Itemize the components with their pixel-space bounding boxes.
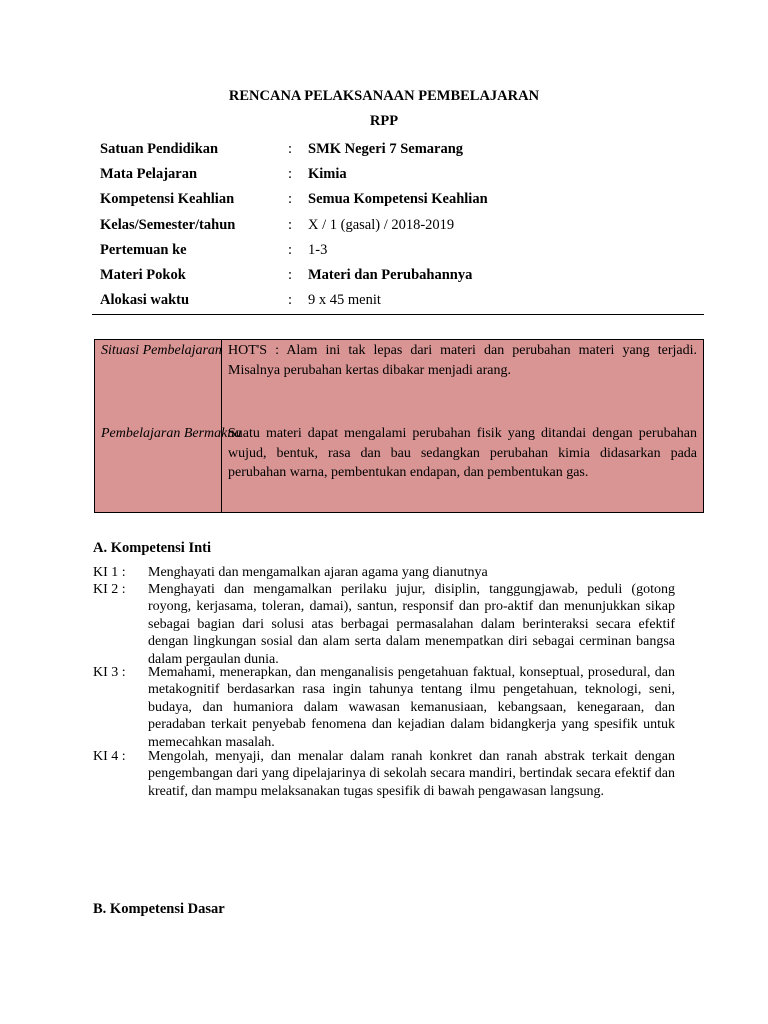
- situasi-pembelajaran-label: Situasi Pembelajaran: [101, 343, 222, 358]
- ki-label: KI 2 :: [93, 582, 126, 597]
- info-row-alokasi-waktu: [100, 288, 660, 313]
- info-label: Alokasi waktu: [100, 292, 190, 309]
- info-colon: :: [288, 241, 293, 258]
- info-value: Materi dan Perubahannya: [308, 267, 473, 284]
- identity-table: [100, 137, 660, 313]
- ki-text: Mengolah, menyaji, dan menalar dalam ranah konkret dan ranah abstrak terkait dengan pengembangan dari yang dipelajarinya di sekolah secara mandiri, bertindak secara efektif dan kreatif, dan mampu melaksanakan tugas spesifik di bawah pengawasan langsung.: [148, 749, 675, 799]
- info-row-kompetensi-keahlian: [100, 187, 660, 212]
- info-value: Semua Kompetensi Keahlian: [308, 191, 488, 208]
- info-value: SMK Negeri 7 Semarang: [308, 141, 464, 158]
- info-value: X / 1 (gasal) / 2018-2019: [308, 216, 455, 233]
- info-colon: :: [288, 166, 293, 183]
- ki-text: Menghayati dan mengamalkan ajaran agama yang dianutnya: [148, 565, 488, 580]
- situasi-pembelajaran-text: HOT'S : Alam ini tak lepas dari materi dan perubahan materi yang terjadi. Misalnya perubahan kertas dibakar menjadi arang.: [228, 343, 697, 378]
- document-subtitle: RPP: [369, 113, 399, 129]
- ki-label: KI 4 :: [93, 749, 126, 764]
- info-label: Mata Pelajaran: [100, 166, 198, 183]
- info-value: 9 x 45 menit: [308, 292, 381, 309]
- info-row-mata-pelajaran: [100, 162, 660, 187]
- info-label: Satuan Pendidikan: [100, 141, 219, 158]
- info-row-pertemuan-ke: [100, 238, 660, 263]
- info-colon: :: [288, 292, 293, 309]
- info-colon: :: [288, 141, 293, 158]
- info-colon: :: [288, 191, 293, 208]
- learning-situation-box: [94, 339, 704, 513]
- info-row-satuan-pendidikan: [100, 137, 660, 162]
- info-label: Materi Pokok: [100, 267, 186, 284]
- document-title: RENCANA PELAKSANAAN PEMBELAJARAN: [228, 88, 540, 104]
- pembelajaran-bermakna-label: Pembelajaran Bermakna: [101, 426, 242, 441]
- info-label: Kompetensi Keahlian: [100, 191, 235, 208]
- info-colon: :: [288, 216, 293, 233]
- ki-label: KI 1 :: [93, 565, 126, 580]
- pembelajaran-bermakna-text: Suatu materi dapat mengalami perubahan fisik yang ditandai dengan perubahan wujud, bentuk, rasa dan bau sedangkan perubahan kimia didasarkan pada perubahan warna, pembentukan endapan, dan pembentukan gas.: [228, 426, 697, 480]
- ki-label: KI 3 :: [93, 665, 126, 680]
- info-value: Kimia: [308, 166, 347, 183]
- info-label: Kelas/Semester/tahun: [100, 216, 236, 233]
- info-row-materi-pokok: [100, 263, 660, 288]
- ki-text: Menghayati dan mengamalkan perilaku jujur, disiplin, tanggungjawab, peduli (gotong royong, kerjasama, toleran, damai), santun, responsif dan pro-aktif dan menunjukkan sikap sebagai bagian dari solusi atas berbagai permasalahan dalam berinteraksi secara efektif dengan lingkungan sosial dan alam serta dalam menempatkan diri sebagai cerminan bangsa dalam pergaulan dunia.: [148, 582, 675, 667]
- ki-text: Memahami, menerapkan, dan menganalisis pengetahuan faktual, konseptual, prosedural, dan metakognitif berdasarkan rasa ingin tahunya tentang ilmu pengetahuan, teknologi, seni, budaya, dan humaniora dalam wawasan kemanusiaan, kebangsaan, kenegaraan, dan peradaban terkait penyebab fenomena dan kejadian dalam bidangkerja yang spesifik untuk memecahkan masalah.: [148, 665, 675, 750]
- info-row-kelas-semester-tahun: [100, 213, 660, 238]
- info-value: 1-3: [308, 241, 328, 258]
- horizontal-divider: [92, 314, 704, 315]
- info-colon: :: [288, 267, 293, 284]
- section-heading-kompetensi-inti: A. Kompetensi Inti: [93, 540, 212, 556]
- section-heading-kompetensi-dasar: B. Kompetensi Dasar: [93, 901, 225, 917]
- info-label: Pertemuan ke: [100, 241, 187, 258]
